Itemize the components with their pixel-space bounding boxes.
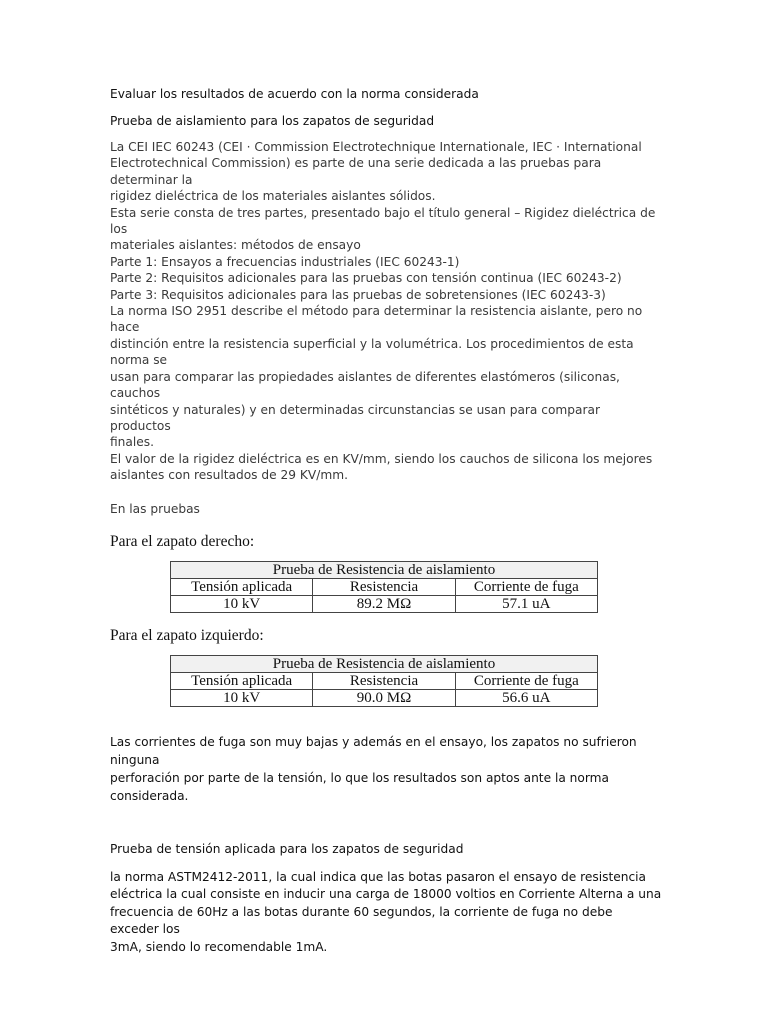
intro-paragraph xyxy=(110,139,662,484)
section2-line: 3mA, siendo lo recomendable 1mA. xyxy=(110,939,328,954)
section2-line: eléctrica la cual consiste en inducir una carga de 18000 voltios en Corriente Alterna a una xyxy=(110,887,662,902)
document-page xyxy=(110,86,662,956)
tests-label: En las pruebas xyxy=(110,501,200,516)
intro-line: Electrotechnical Commission) es parte de una serie dedicada a las pruebas para determinar la xyxy=(110,156,602,187)
cell-voltage: 10 kV xyxy=(171,595,313,612)
intro-line: La CEI IEC 60243 (CEI · Commission Electrotechnique Internationale, IEC · International xyxy=(110,140,642,154)
cell-leakage-current: 56.6 uA xyxy=(455,689,597,706)
conclusion-line: Las corrientes de fuga son muy bajas y además en el ensayo, los zapatos no sufrieron ninguna xyxy=(110,734,637,767)
intro-line: rigidez dieléctrica de los materiales aislantes sólidos. xyxy=(110,189,436,204)
table-row xyxy=(171,595,598,612)
table-title-row xyxy=(171,655,598,672)
cell-resistance: 90.0 MΩ xyxy=(313,689,455,706)
intro-line: usan para comparar las propiedades aislantes de diferentes elastómeros (siliconas, cauchos xyxy=(110,369,620,401)
header-resistance: Resistencia xyxy=(313,672,455,689)
intro-line: La norma ISO 2951 describe el método para determinar la resistencia aislante, pero no hace xyxy=(110,304,643,335)
section2-line: frecuencia de 60Hz a las botas durante 60 segundos, la corriente de fuga no debe exceder los xyxy=(110,904,613,937)
table-header-row xyxy=(171,578,598,595)
cell-leakage-current: 57.1 uA xyxy=(455,595,597,612)
intro-line: Parte 3: Requisitos adicionales para las pruebas de sobretensiones (IEC 60243-3) xyxy=(110,287,606,302)
table-title: Prueba de Resistencia de aislamiento xyxy=(171,561,598,578)
table-title-row xyxy=(171,561,598,578)
conclusion-line: perforación por parte de la tensión, lo que los resultados son aptos ante la norma considerada. xyxy=(110,770,609,803)
intro-line: finales. xyxy=(110,435,154,450)
left-shoe-label: Para el zapato izquierdo: xyxy=(110,626,264,644)
table-title: Prueba de Resistencia de aislamiento xyxy=(171,655,598,672)
conclusion-paragraph xyxy=(110,733,662,805)
header-resistance: Resistencia xyxy=(313,578,455,595)
table-header-row xyxy=(171,672,598,689)
header-leakage-current: Corriente de fuga xyxy=(455,672,597,689)
section2-line: la norma ASTM2412-2011, la cual indica que las botas pasaron el ensayo de resistencia xyxy=(110,869,647,884)
intro-line: Parte 1: Ensayos a frecuencias industriales (IEC 60243-1) xyxy=(110,254,460,269)
intro-line: Parte 2: Requisitos adicionales para las pruebas con tensión continua (IEC 60243-2) xyxy=(110,271,622,286)
right-shoe-label: Para el zapato derecho: xyxy=(110,532,255,550)
table-row xyxy=(171,689,598,706)
intro-line: materiales aislantes: métodos de ensayo xyxy=(110,238,361,253)
section1-title: Prueba de aislamiento para los zapatos de seguridad xyxy=(110,114,435,128)
intro-line: aislantes con resultados de 29 KV/mm. xyxy=(110,468,348,483)
header-leakage-current: Corriente de fuga xyxy=(455,578,597,595)
cell-resistance: 89.2 MΩ xyxy=(313,595,455,612)
left-shoe-table xyxy=(170,655,598,707)
intro-line: Esta serie consta de tres partes, presentado bajo el título general – Rigidez dieléctrica de los xyxy=(110,205,656,237)
intro-line: sintéticos y naturales) y en determinadas circunstancias se usan para comparar productos xyxy=(110,402,600,433)
header-voltage: Tensión aplicada xyxy=(171,578,313,595)
section2-paragraph xyxy=(110,869,662,957)
right-shoe-table xyxy=(170,561,598,613)
section2-title: Prueba de tensión aplicada para los zapatos de seguridad xyxy=(110,841,464,856)
evaluate-heading: Evaluar los resultados de acuerdo con la norma considerada xyxy=(110,87,479,101)
header-voltage: Tensión aplicada xyxy=(171,672,313,689)
intro-line: distinción entre la resistencia superficial y la volumétrica. Los procedimientos de esta norma se xyxy=(110,336,634,368)
intro-line: El valor de la rigidez dieléctrica es en KV/mm, siendo los cauchos de silicona los mejores xyxy=(110,451,653,466)
cell-voltage: 10 kV xyxy=(171,689,313,706)
